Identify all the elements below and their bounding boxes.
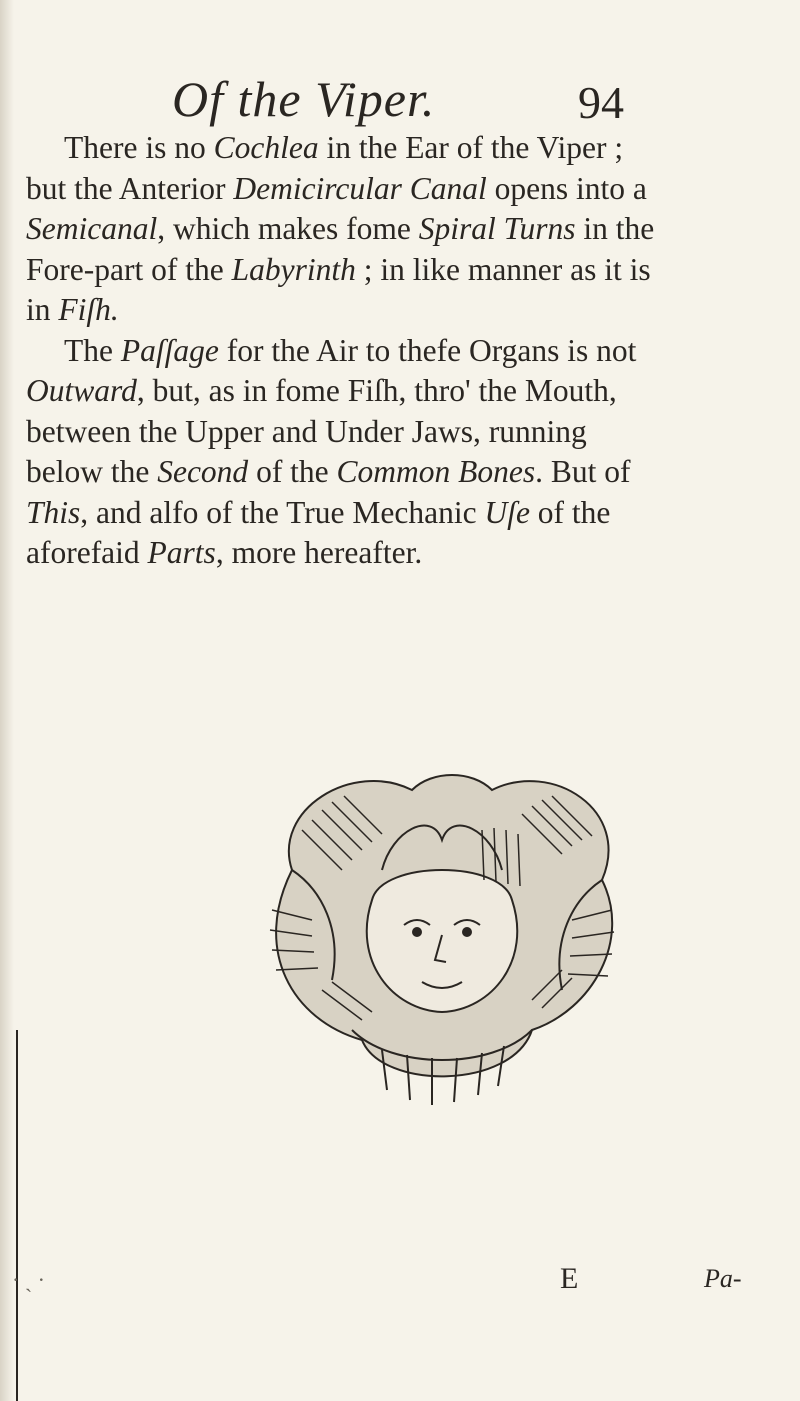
italic-run: Cochlea xyxy=(213,130,319,165)
text-run: opens into a xyxy=(486,170,647,206)
italic-run: Common Bones xyxy=(336,454,536,489)
text-run: . But of xyxy=(535,454,631,489)
page-gutter-shadow xyxy=(0,0,14,1401)
margin-rule xyxy=(16,1030,18,1401)
text-run: for the Air to thefe Organs is not xyxy=(218,332,637,368)
italic-run: Demicircular Canal xyxy=(233,170,487,206)
ink-specks: · ˎ · xyxy=(12,1267,45,1292)
cherub-head-tailpiece xyxy=(232,750,652,1120)
italic-run: Paſſage xyxy=(120,332,219,368)
text-run: , more hereafter. xyxy=(215,535,423,570)
paragraph xyxy=(26,331,666,574)
catchword: Pa- xyxy=(704,1264,742,1293)
italic-run: Labyrinth xyxy=(231,251,356,287)
text-run: , but, as in fome Fiſh, thro' the Mouth, between the Upper and Under Jaws, running below the xyxy=(26,373,617,489)
text-run: There is no xyxy=(64,130,214,165)
italic-run: Second xyxy=(157,454,249,489)
text-run: , and alfo of the True Mechanic xyxy=(80,494,485,530)
italic-run: Outward xyxy=(26,373,137,408)
text-run: , which makes fome xyxy=(157,211,419,246)
running-title: Of the Viper. xyxy=(172,71,436,127)
text-run: of the xyxy=(248,454,337,489)
italic-run: Semicanal xyxy=(26,211,158,246)
text-run: ; in like manner as it is in xyxy=(26,251,651,327)
text-run: of the aforefaid xyxy=(26,494,611,570)
text-run: The xyxy=(64,332,121,368)
text-run: in the Ear of the Viper ; but the Anterior xyxy=(26,130,624,206)
italic-run: Parts xyxy=(147,535,216,570)
italic-run: Uſe xyxy=(484,494,530,530)
body-text xyxy=(26,128,666,574)
italic-run: Spiral Turns xyxy=(418,211,576,246)
paragraph xyxy=(26,128,666,331)
text-run: in the Fore-part of the xyxy=(26,211,655,287)
page-footer xyxy=(0,1262,800,1322)
page-number: 94 xyxy=(578,77,624,128)
italic-run: This xyxy=(26,494,81,530)
signature-mark: E xyxy=(560,1262,579,1295)
italic-run: Fiſh. xyxy=(58,292,119,327)
